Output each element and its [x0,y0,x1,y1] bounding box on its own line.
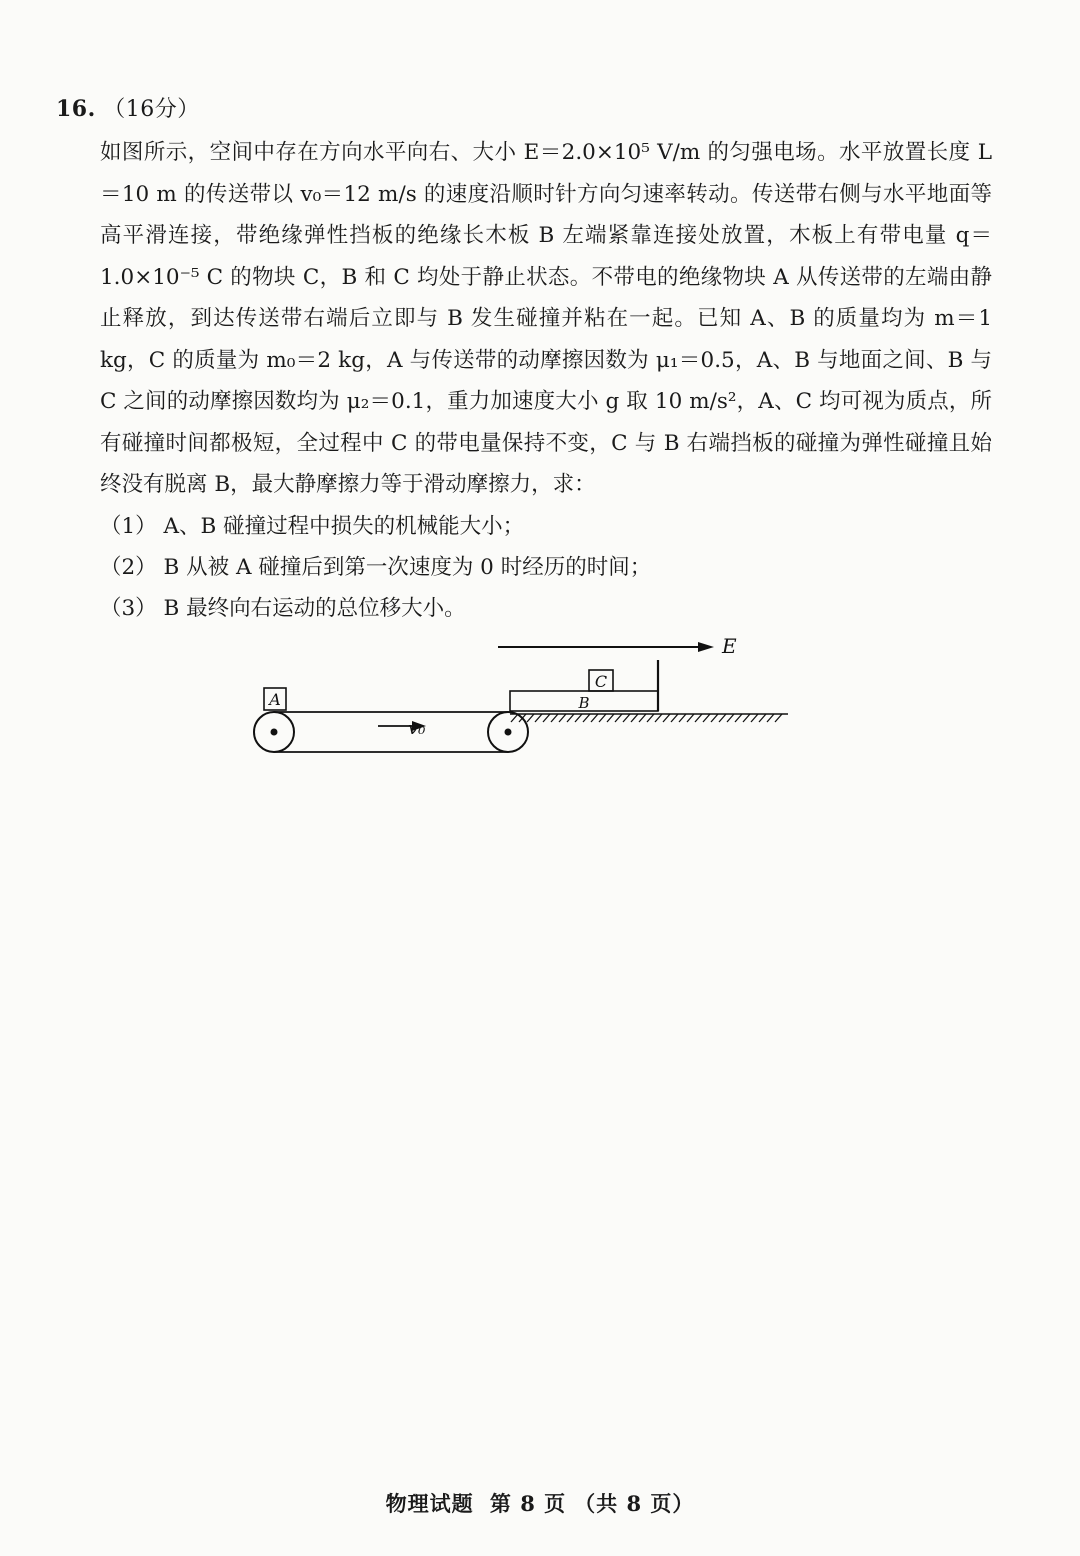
ground-hatch [727,714,734,722]
block-c [589,670,613,691]
ground-hatch [687,714,694,722]
ground-hatch [759,714,766,722]
ground-hatch [703,714,710,722]
footer-subject: 物理试题 [385,1491,474,1516]
ground-hatch [575,714,582,722]
block-c-label: C [594,672,608,691]
ground-hatch [527,714,534,722]
field-label: E [722,634,737,658]
ground-hatch [615,714,622,722]
question-header [56,92,200,123]
block-a-label: A [269,690,281,709]
question-body [100,132,992,506]
subquestion-2: （2） B 从被 A 碰撞后到第一次速度为 0 时经历的时间； [100,555,652,580]
ground-hatch [535,714,542,722]
footer-total: （共 8 页） [574,1491,695,1516]
ground-hatch [591,714,598,722]
ground-hatch [551,714,558,722]
field-arrow [498,642,714,652]
ground-hatch [631,714,638,722]
ground-hatch [647,714,654,722]
subquestion-3: （3） B 最终向右运动的总位移大小。 [100,596,466,621]
ground-hatch [599,714,606,722]
ground-hatch [623,714,630,722]
page-footer [0,1488,1080,1518]
subquestion-1: （1） A、B 碰撞过程中损失的机械能大小； [100,514,525,539]
ground-hatch [607,714,614,722]
ground-hatch [711,714,718,722]
ground-hatch [583,714,590,722]
ground-hatch [559,714,566,722]
ground-hatch [743,714,750,722]
ground-hatch [671,714,678,722]
ground-hatch [719,714,726,722]
ground-hatch [663,714,670,722]
ground-hatch [655,714,662,722]
question-number: 16. [56,96,96,122]
ground-hatch [639,714,646,722]
conveyor-belt [254,712,528,752]
diagram-svg [240,630,800,770]
footer-page: 第 8 页 [489,1491,567,1516]
ground-hatch [775,714,782,722]
board-b-label: B [578,694,590,712]
ground-hatch [567,714,574,722]
physics-diagram [240,630,800,770]
question-points: （16分） [103,97,200,122]
question-body-text: 如图所示，空间中存在方向水平向右、大小 E＝2.0×10⁵ V/m 的匀强电场。水平放置长度 L＝10 m 的传送带以 v₀＝12 m/s 的速度沿顺时针方向匀速率转动。传送带右侧与水平地面等高平滑连接，带绝缘弹性挡板的绝缘长木板 B 左端紧靠连接处放置，木板上有带电量 q＝1.0×10⁻⁵ C 的物块 C，B 和 C 均处于静止状态。不带电的绝缘物块 A 从传送带的左端由静止释放，到达传送带右端后立即与 B 发生碰撞并粘在一起。已知 A、B 的质量均为 m＝1 kg，C 的质量为 m₀＝2 kg，A 与传送带的动摩擦因数为 μ₁＝0.5，A、B 与地面之间、B 与 C 之间的动摩擦因数均为 μ₂＝0.1，重力加速度大小 g 取 10 m/s²，A、C 均可视为质点，所有碰撞时间都极短，全过程中 C 的带电量保持不变，C 与 B 右端挡板的碰撞为弹性碰撞且始终没有脱离 B，最大静摩擦力等于滑动摩擦力，求： [100,140,992,497]
ground-hatch [751,714,758,722]
ground [510,714,788,722]
ground-hatch [543,714,550,722]
ground-hatch [735,714,742,722]
ground-hatch [695,714,702,722]
block-a [264,688,286,710]
board-b [510,660,658,712]
velocity-label: v₀ [408,718,426,739]
ground-hatch [679,714,686,722]
ground-hatch [767,714,774,722]
